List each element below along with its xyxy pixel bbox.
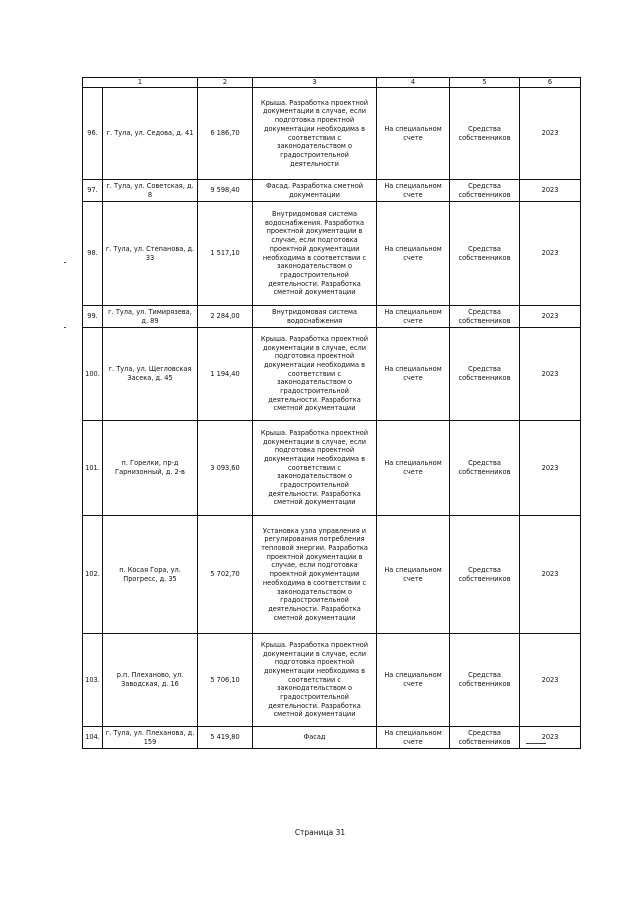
table-row [83, 88, 581, 180]
row-number: 100. [83, 328, 103, 421]
row-number: 104. [83, 727, 103, 749]
column-header-1: 1 [83, 78, 198, 88]
column-header-2: 2 [198, 78, 253, 88]
row-source: Средства собственников [450, 727, 520, 749]
row-account: На специальном счете [377, 306, 450, 328]
row-works: Крыша. Разработка проектной документации в случае, если подготовка проектной документации необходима в соответствии с законодательством о градостроительной деятельности. Разработка сметной документации [253, 328, 377, 421]
row-works: Крыша. Разработка проектной документации в случае, если подготовка проектной документации необходима в соответствии с законодательством о градостроительной деятельности. Разработка сметной документации [253, 634, 377, 727]
table-row [83, 328, 581, 421]
row-year: 2023 [520, 727, 581, 749]
row-works: Фасад. Разработка сметной документации [253, 180, 377, 202]
row-sum: 5 702,70 [198, 516, 253, 634]
row-source: Средства собственников [450, 634, 520, 727]
row-address: г. Тула, ул. Советская, д. 8 [103, 180, 198, 202]
row-year: 2023 [520, 421, 581, 516]
row-account: На специальном счете [377, 328, 450, 421]
row-year: 2023 [520, 202, 581, 306]
row-address: г. Тула, ул. Тимирязева, д. 89 [103, 306, 198, 328]
table-row [83, 516, 581, 634]
column-number-row [83, 78, 581, 88]
column-header-6: 6 [520, 78, 581, 88]
row-works: Внутридомовая система водоснабжения. Разработка проектной документации в случае, если подготовка проектной документации необходима в соответствии с законодательством о градостроительной деятельности. Разработка сметной документации [253, 202, 377, 306]
row-source: Средства собственников [450, 516, 520, 634]
row-source: Средства собственников [450, 180, 520, 202]
row-sum: 5 706,10 [198, 634, 253, 727]
row-works: Установка узла управления и регулирования потребления тепловой энергии. Разработка проектной документации в случае, если подготовка проектной документации необходима в соответствии с законодательством о градостроительной деятельности. Разработка сметной документации [253, 516, 377, 634]
row-number: 97. [83, 180, 103, 202]
row-sum: 6 186,70 [198, 88, 253, 180]
scan-speck [526, 743, 546, 744]
row-account: На специальном счете [377, 202, 450, 306]
program-table [82, 77, 581, 749]
row-address: г. Тула, ул. Щегловская Засека, д. 45 [103, 328, 198, 421]
row-works: Крыша. Разработка проектной документации в случае, если подготовка проектной документации необходима в соответствии с законодательством о градостроительной деятельности. Разработка сметной документации [253, 421, 377, 516]
table-row [83, 180, 581, 202]
row-year: 2023 [520, 634, 581, 727]
row-number: 99. [83, 306, 103, 328]
column-header-5: 5 [450, 78, 520, 88]
row-source: Средства собственников [450, 421, 520, 516]
row-number: 103. [83, 634, 103, 727]
column-header-3: 3 [253, 78, 377, 88]
page-number: Страница 31 [294, 828, 346, 837]
row-number: 101. [83, 421, 103, 516]
row-sum: 3 093,60 [198, 421, 253, 516]
row-address: г. Тула, ул. Плеханова, д. 159 [103, 727, 198, 749]
row-address: р.п. Плехановo, ул. Заводская, д. 16 [103, 634, 198, 727]
row-account: На специальном счете [377, 88, 450, 180]
row-account: На специальном счете [377, 727, 450, 749]
row-works: Фасад [253, 727, 377, 749]
row-address: п. Горелки, пр-д Гарнизонный, д. 2-в [103, 421, 198, 516]
row-address: г. Тула, ул. Седова, д. 41 [103, 88, 198, 180]
row-year: 2023 [520, 88, 581, 180]
row-sum: 2 284,00 [198, 306, 253, 328]
row-address: г. Тула, ул. Степанова, д. 33 [103, 202, 198, 306]
row-sum: 1 194,40 [198, 328, 253, 421]
row-address: п. Косая Гора, ул. Прогресс, д. 35 [103, 516, 198, 634]
column-header-4: 4 [377, 78, 450, 88]
row-number: 98. [83, 202, 103, 306]
row-sum: 5 419,80 [198, 727, 253, 749]
row-source: Средства собственников [450, 88, 520, 180]
row-sum: 1 517,10 [198, 202, 253, 306]
row-account: На специальном счете [377, 634, 450, 727]
table-row [83, 306, 581, 328]
row-number: 96. [83, 88, 103, 180]
row-works: Крыша. Разработка проектной документации в случае, если подготовка проектной документации необходима в соответствии с законодательством о градостроительной деятельности [253, 88, 377, 180]
scan-speck [64, 327, 66, 328]
row-year: 2023 [520, 328, 581, 421]
row-year: 2023 [520, 180, 581, 202]
row-source: Средства собственников [450, 202, 520, 306]
row-account: На специальном счете [377, 516, 450, 634]
row-year: 2023 [520, 306, 581, 328]
scan-speck [64, 262, 66, 263]
table-row [83, 634, 581, 727]
table-row [83, 727, 581, 749]
row-source: Средства собственников [450, 328, 520, 421]
row-account: На специальном счете [377, 421, 450, 516]
table-row [83, 421, 581, 516]
row-sum: 9 598,40 [198, 180, 253, 202]
row-works: Внутридомовая система водоснабжения [253, 306, 377, 328]
row-year: 2023 [520, 516, 581, 634]
row-source: Средства собственников [450, 306, 520, 328]
table-row [83, 202, 581, 306]
row-account: На специальном счете [377, 180, 450, 202]
row-number: 102. [83, 516, 103, 634]
